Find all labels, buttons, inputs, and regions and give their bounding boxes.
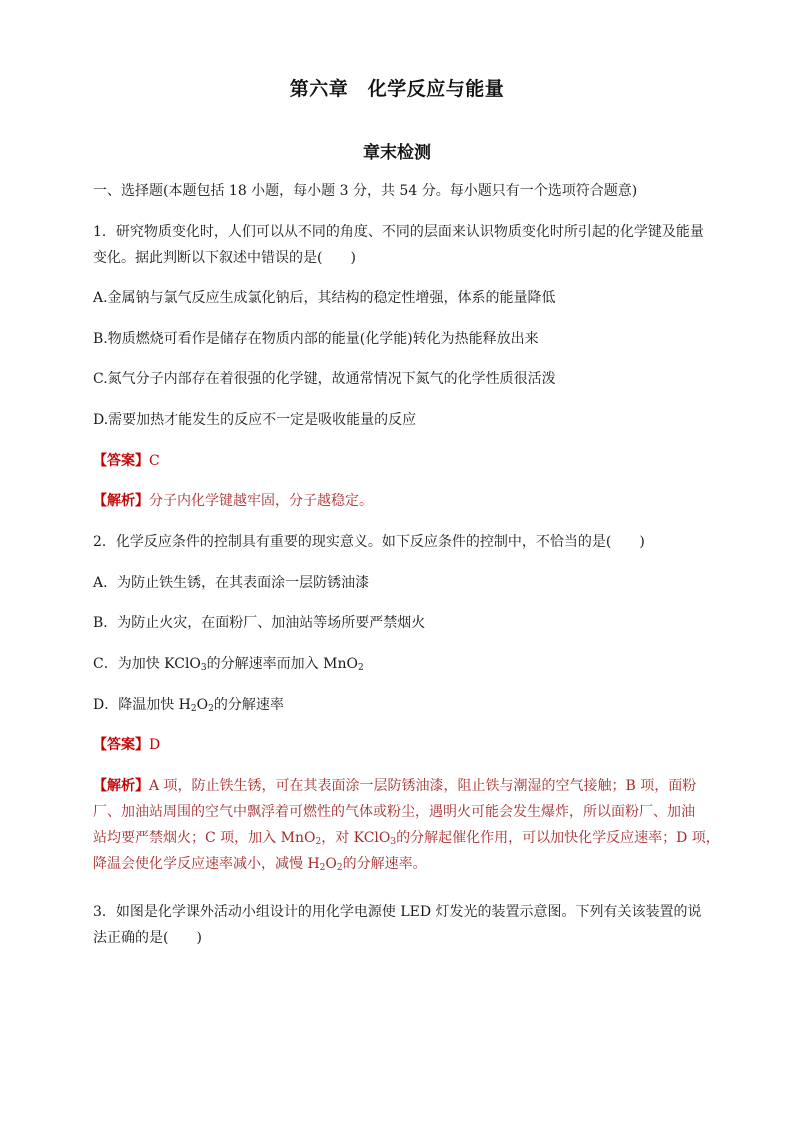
q2-analysis-line3	[93, 828, 720, 848]
q2-analysis-line4-sub1: 2	[319, 863, 326, 873]
q1-option-d: D.需要加热才能发生的反应不一定是吸收能量的反应	[93, 412, 417, 428]
q2-analysis-line3-pre: 站均要严禁烟火；C 项，加入 MnO	[93, 830, 316, 846]
q2-analysis-line4	[93, 854, 713, 874]
q1-answer	[93, 451, 713, 471]
q2-analysis-line1-text: A 项，防止铁生锈，可在其表面涂一层防锈油漆，阻止铁与潮湿的空气接触；B 项，面粉	[149, 778, 697, 794]
q2-answer	[93, 735, 713, 755]
section-heading: 一、选择题(本题包括 18 小题，每小题 3 分，共 54 分。每小题只有一个选项符合题意)	[93, 183, 638, 199]
q2-option-b: B．为防止火灾，在面粉厂、加油站等场所要严禁烟火	[93, 615, 426, 631]
q2-analysis-line4-mid: O	[325, 856, 337, 872]
q2-option-d-post: 的分解速率	[213, 697, 284, 713]
q2-option-c-sub2: 2	[357, 663, 364, 673]
q2-analysis-line3-post: 的分解起催化作用，可以加快化学反应速率；D 项，	[396, 830, 720, 846]
section-subtitle: 章末检测	[363, 143, 431, 163]
q2-analysis-line1	[93, 776, 713, 796]
q3-stem-line1: 3．如图是化学课外活动小组设计的用化学电源使 LED 灯发光的装置示意图。下列有关该装置的说	[93, 904, 702, 920]
q2-option-d-mid: O	[196, 697, 209, 713]
q2-analysis-line3-mid: ，对 KClO	[321, 830, 391, 846]
q2-analysis-line3-sub2: 3	[390, 837, 397, 847]
q2-analysis-line4-sub2: 2	[336, 863, 343, 873]
q1-stem-line1: 1．研究物质变化时，人们可以从不同的角度、不同的层面来认识物质变化时所引起的化学键及能量	[93, 224, 704, 240]
q2-option-d-sub1: 2	[190, 704, 197, 714]
q2-option-d	[93, 695, 713, 715]
q1-analysis-text: 分子内化学键越牢固，分子越稳定。	[149, 493, 373, 509]
q2-analysis-line3-sub1: 2	[315, 837, 322, 847]
q2-option-d-sub2: 2	[208, 704, 214, 714]
q2-answer-value: D	[149, 737, 161, 753]
q2-answer-label: 【答案】	[93, 737, 149, 753]
q2-analysis-line2: 厂、加油站周围的空气中飘浮着可燃性的气体或粉尘，遇明火可能会发生爆炸，所以面粉厂、加油	[93, 804, 695, 820]
q2-option-d-pre: D．降温加快 H	[93, 697, 191, 713]
q1-stem-line2: 变化。据此判断以下叙述中错误的是( )	[93, 250, 356, 266]
q2-stem: 2．化学反应条件的控制具有重要的现实意义。如下反应条件的控制中，不恰当的是( )	[93, 534, 645, 550]
q2-option-c	[93, 654, 713, 674]
q2-option-c-mid: 的分解速率而加入 MnO	[206, 656, 358, 672]
q2-option-c-pre: C．为加快 KClO	[93, 656, 201, 672]
q1-analysis	[93, 491, 713, 511]
q2-analysis-line4-pre: 降温会使化学反应速率减小，减慢 H	[93, 856, 320, 872]
q2-analysis-label: 【解析】	[93, 778, 149, 794]
q2-analysis-line4-post: 的分解速率。	[342, 856, 427, 872]
q2-option-c-sub1: 3	[200, 663, 207, 673]
q1-answer-value: C	[149, 453, 160, 469]
q3-stem-line2: 法正确的是( )	[93, 930, 202, 946]
q2-option-a: A．为防止铁生锈，在其表面涂一层防锈油漆	[93, 575, 370, 591]
q1-answer-label: 【答案】	[93, 453, 149, 469]
q1-option-a: A.金属钠与氯气反应生成氯化钠后，其结构的稳定性增强，体系的能量降低	[93, 290, 556, 306]
q1-analysis-label: 【解析】	[93, 493, 149, 509]
q1-option-c: C.氮气分子内部存在着很强的化学键，故通常情况下氮气的化学性质很活泼	[93, 371, 556, 387]
q1-option-b: B.物质燃烧可看作是储存在物质内部的能量(化学能)转化为热能释放出来	[93, 331, 539, 347]
chapter-title: 第六章 化学反应与能量	[289, 78, 505, 100]
